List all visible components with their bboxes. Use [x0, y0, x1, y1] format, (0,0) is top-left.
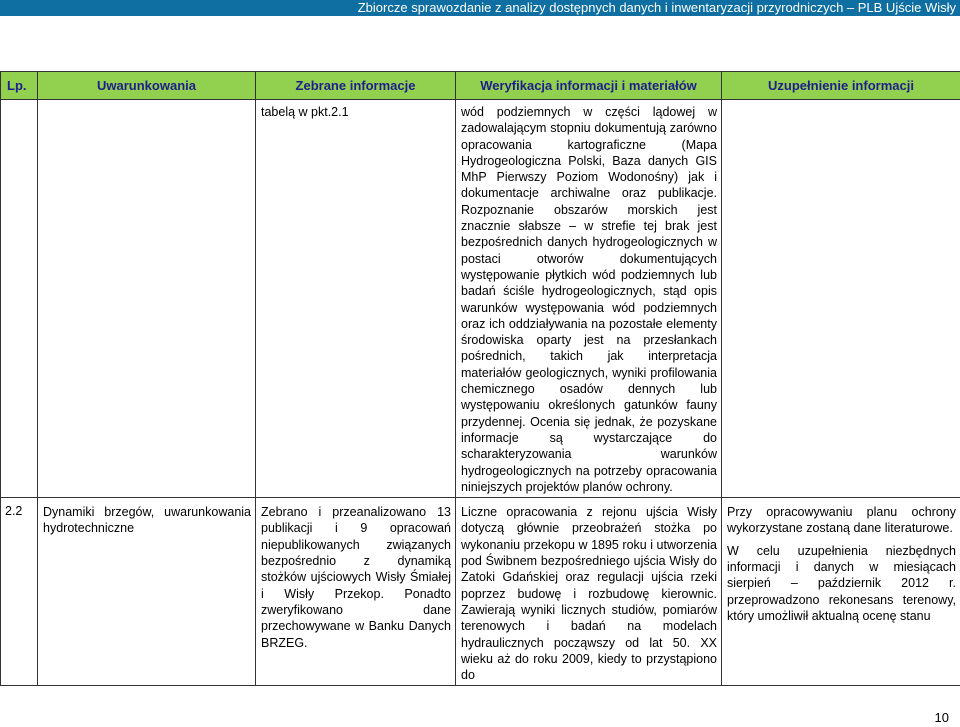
cell-lp [1, 100, 38, 498]
column-header-uzupelnienie: Uzupełnienie informacji [722, 72, 960, 100]
cell-weryfikacja [456, 100, 722, 498]
page-number: 10 [934, 710, 949, 725]
cell-uwarunkowania: Dynamiki brzegów, uwarunkowania hydrotechniczne [38, 498, 256, 686]
running-header-title: Zbiorcze sprawozdanie z analizy dostępnych danych i inwentaryzacji przyrodniczych – PLB Ujście Wisły [357, 0, 956, 15]
cell-uzupelnienie [722, 100, 960, 498]
cell-uwarunkowania [38, 100, 256, 498]
paragraph: tabelą w pkt.2.1 [261, 105, 349, 119]
paragraph: Przy opracowywaniu planu ochrony wykorzystane zostaną dane literaturowe. [727, 505, 956, 536]
column-header-weryfikacja: Weryfikacja informacji i materiałów [456, 72, 722, 100]
cell-zebrane [256, 100, 456, 498]
paragraph: wód podziemnych w części lądowej w zadowalającym stopniu dokumentują zarówno opracowania kartograficzne (Mapa Hydrogeologiczna Polski, Baza danych GIS MhP Pierwszy Poziom Wodonośny) jak i dokumentacje archiwalne oraz publikacje. Rozpoznanie obszarów morskich jest znacznie słabsze – w strefie tej brak jest bezpośrednich danych hydrogeologicznych w postaci otworów dokumentujących występowanie płytkich wód podziemnych lub badań ściśle hydrogeologicznych, stąd opis warunków występowania wód podziemnych oraz ich oddziaływania na pozostałe elementy środowiska oparty jest na przesłankach pośrednich, takich jak interpretacja materiałów geologicznych, wyniki profilowania chemicznego osadów dennych lub występowaniu określonych gatunków fauny przydennej. Ocenia się jednak, że pozyskane informacje są wystarczające do scharakteryzowania warunków hydrogeologicznych na potrzeby opracowania niniejszych projektów planów ochrony. [461, 105, 717, 494]
table-row [1, 100, 960, 498]
column-header-lp: Lp. [1, 72, 38, 100]
cell-uzupelnienie [722, 498, 960, 686]
table-header-row [1, 72, 960, 100]
data-table [0, 71, 960, 686]
paragraph: Liczne opracowania z rejonu ujścia Wisły dotyczą głównie przeobrażeń stożka po wykonaniu przekopu w 1895 roku i utworzenia pod Świbnem bezpośredniego ujścia Wisły do Zatoki Gdańskiej oraz regulacji ujścia rzeki poprzez budowę i rozbudowę kierownic. Zawierają wyniki licznych studiów, pomiarów terenowych i badań na modelach hydraulicznych począwszy od lat 50. XX wieku aż do roku 2009, kiedy to przystąpiono do [461, 505, 717, 683]
table-row [1, 498, 960, 686]
cell-lp: 2.2 [1, 498, 38, 686]
paragraph: W celu uzupełnienia niezbędnych informacji i danych w miesiącach sierpień – październik 2012 r. przeprowadzono rekonesans terenowy, który umożliwił aktualną ocenę stanu [727, 543, 956, 623]
cell-zebrane [256, 498, 456, 686]
column-header-zebrane: Zebrane informacje [256, 72, 456, 100]
cell-weryfikacja [456, 498, 722, 686]
column-header-uwarunkowania: Uwarunkowania [38, 72, 256, 100]
paragraph: Zebrano i przeanalizowano 13 publikacji i 9 opracowań niepublikowanych związanych bezpośrednio z dynamiką stożków ujściowych Wisły Śmiałej i Wisły Przekop. Ponadto zweryfikowano dane przechowywane w Banku Danych BRZEG. [261, 505, 451, 650]
